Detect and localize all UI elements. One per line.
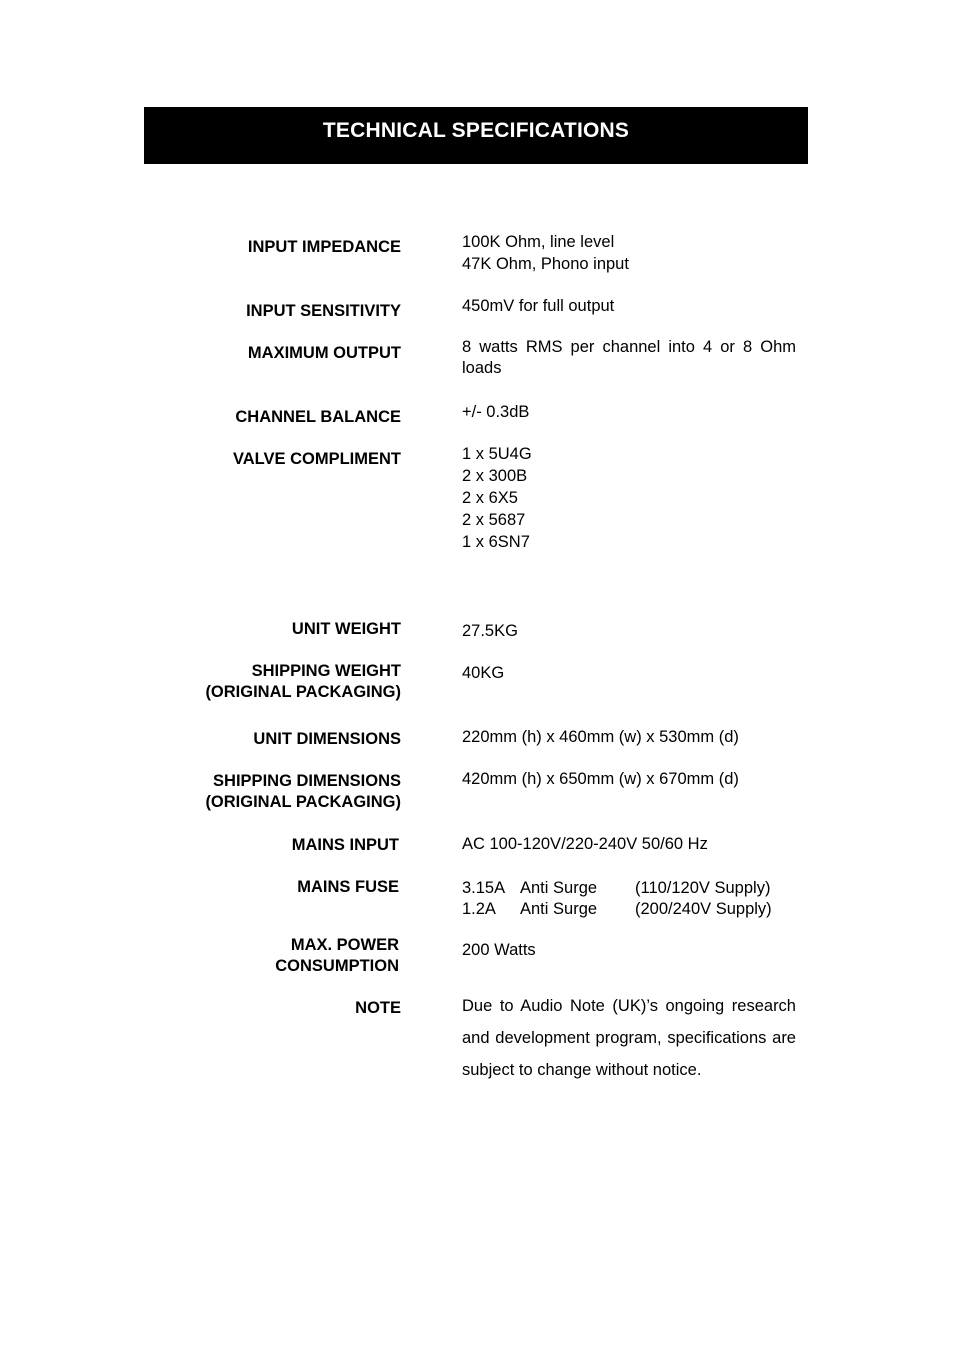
valve-item: 1 x 6SN7 — [462, 533, 530, 551]
fuse-type: Anti Surge — [520, 900, 598, 918]
unit-dimensions-label: UNIT DIMENSIONS — [253, 730, 401, 748]
maximum-output-label: MAXIMUM OUTPUT — [247, 344, 401, 362]
channel-balance-value: +/- 0.3dB — [462, 403, 530, 421]
input-sensitivity-label: INPUT SENSITIVITY — [246, 302, 401, 320]
input-impedance-label: INPUT IMPEDANCE — [247, 238, 401, 256]
valve-item: 2 x 6X5 — [462, 489, 518, 507]
input-impedance-line: 47K Ohm, Phono input — [462, 255, 629, 273]
shipping-dimensions-label — [205, 771, 401, 813]
fuse-amperage: 1.2A — [462, 900, 496, 918]
valve-item: 1 x 5U4G — [462, 445, 532, 463]
fuse-supply: (200/240V Supply) — [635, 900, 772, 918]
shipping-weight-label-line: (ORIGINAL PACKAGING) — [205, 683, 401, 701]
shipping-weight-label-line: SHIPPING WEIGHT — [251, 662, 401, 680]
fuse-row — [462, 898, 796, 919]
input-impedance-value — [462, 231, 629, 275]
fuse-amperage: 3.15A — [462, 879, 506, 897]
input-sensitivity-value: 450mV for full output — [462, 297, 615, 315]
shipping-weight-label — [205, 661, 401, 703]
note-text: Due to Audio Note (UK)’s ongoing research and development program, specifications are subject to change without notice. — [462, 997, 796, 1079]
input-impedance-line: 100K Ohm, line level — [462, 233, 615, 251]
title-bar — [144, 107, 808, 164]
note-label: NOTE — [355, 999, 401, 1017]
max-power-value: 200 Watts — [462, 941, 536, 959]
shipping-dimensions-label-line: (ORIGINAL PACKAGING) — [205, 793, 401, 811]
shipping-weight-value: 40KG — [462, 664, 505, 682]
mains-input-label: MAINS INPUT — [291, 836, 399, 854]
shipping-dimensions-label-line: SHIPPING DIMENSIONS — [213, 772, 401, 790]
fuse-row — [462, 877, 796, 898]
mains-input-value: AC 100-120V/220-240V 50/60 Hz — [462, 835, 708, 853]
channel-balance-label: CHANNEL BALANCE — [235, 408, 401, 426]
fuse-type: Anti Surge — [520, 879, 598, 897]
max-power-label-line: CONSUMPTION — [275, 957, 399, 975]
mains-fuse-value — [462, 877, 796, 919]
shipping-dimensions-value: 420mm (h) x 650mm (w) x 670mm (d) — [462, 770, 739, 788]
max-power-label-line: MAX. POWER — [290, 936, 399, 954]
unit-weight-value: 27.5KG — [462, 622, 518, 640]
mains-fuse-label: MAINS FUSE — [297, 878, 399, 896]
valve-compliment-label: VALVE COMPLIMENT — [232, 450, 401, 468]
valve-compliment-value — [462, 443, 532, 553]
page-title: TECHNICAL SPECIFICATIONS — [322, 119, 630, 142]
valve-item: 2 x 5687 — [462, 511, 526, 529]
fuse-supply: (110/120V Supply) — [635, 879, 771, 897]
valve-item: 2 x 300B — [462, 467, 528, 485]
unit-weight-label: UNIT WEIGHT — [291, 620, 401, 638]
max-power-label — [275, 935, 399, 977]
unit-dimensions-value: 220mm (h) x 460mm (w) x 530mm (d) — [462, 728, 739, 746]
maximum-output-value: 8 watts RMS per channel into 4 or 8 Ohm loads — [462, 338, 796, 377]
